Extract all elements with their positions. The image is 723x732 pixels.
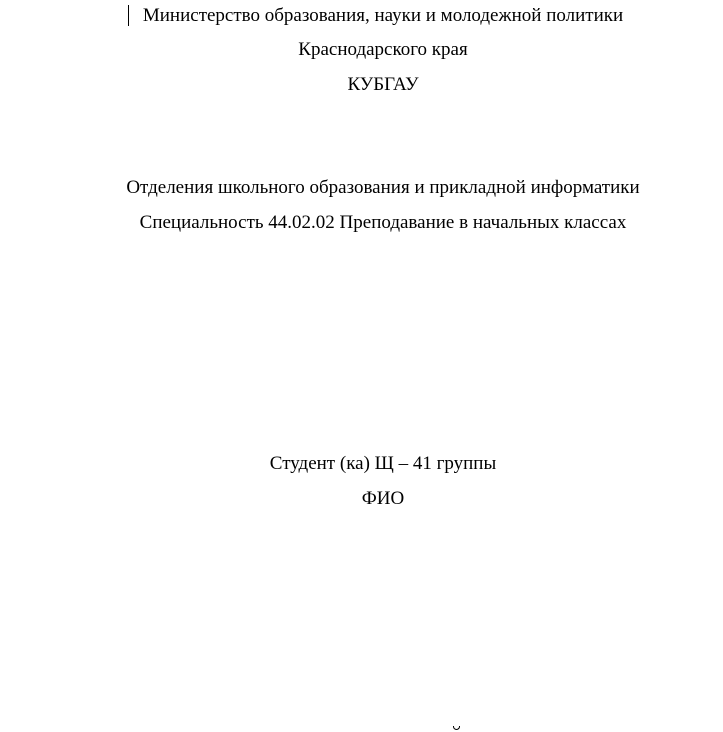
specialty-line: Специальность 44.02.02 Преподавание в начальных классах (139, 212, 627, 233)
student-name-line: ФИО (361, 488, 405, 509)
region-line: Краснодарского края (298, 39, 468, 60)
ministry-line: Министерство образования, науки и молодежной политики (142, 5, 624, 26)
cut-off-glyph (452, 726, 460, 731)
university-line: КУБГАУ (347, 74, 419, 95)
department-line: Отделения школьного образования и прикладной информатики (126, 177, 640, 198)
student-group-line: Студент (ка) Щ – 41 группы (269, 453, 497, 474)
